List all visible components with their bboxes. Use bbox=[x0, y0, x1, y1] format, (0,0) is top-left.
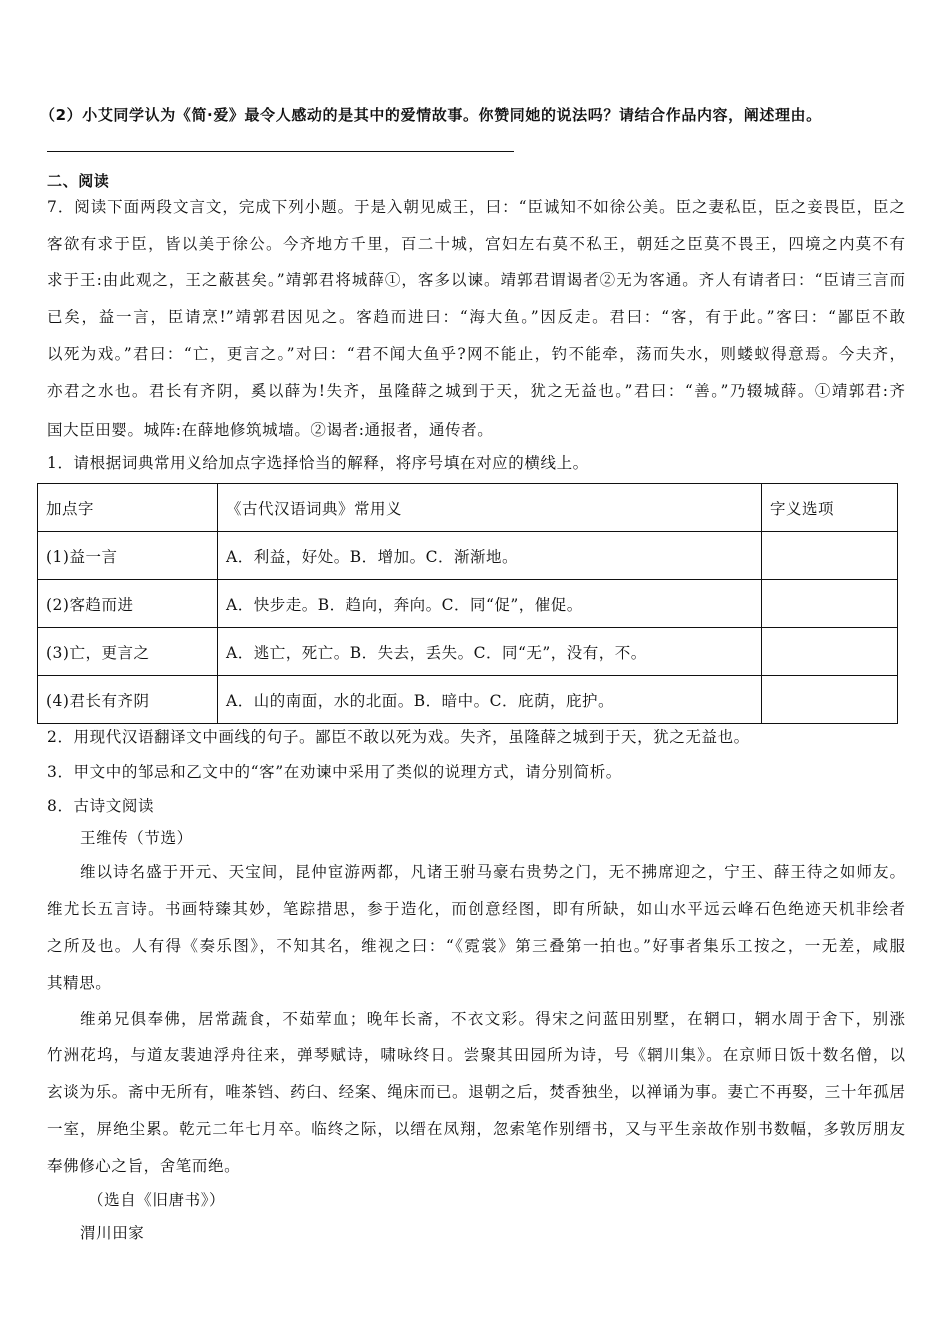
question-part-2: （2）小艾同学认为《简·爱》最令人感动的是其中的爱情故事。你赞同她的说法吗？请结合作品内容，阐述理由。 bbox=[40, 106, 822, 124]
answer-cell[interactable] bbox=[762, 676, 898, 724]
sub-question-2: 2．用现代汉语翻译文中画线的句子。鄙臣不敢以死为戏。失齐，虽隆薛之城到于天，犹之无益也。 bbox=[47, 728, 750, 746]
table-cell: (1)益一言 bbox=[38, 532, 218, 580]
q7-line: 客欲有求于臣，皆以美于徐公。今齐地方千里，百二十城，宫妇左右莫不私王，朝廷之臣莫不畏王，四境之内莫不有 bbox=[47, 235, 905, 253]
passage-line: 竹洲花坞，与道友裴迪浮舟往来，弹琴赋诗，啸咏终日。尝聚其田园所为诗，号《辋川集》。在京师日饭十数名僧，以 bbox=[47, 1046, 905, 1064]
passage-line: 奉佛修心之旨，舍笔而绝。 bbox=[47, 1157, 241, 1175]
table-cell: A．山的南面，水的北面。B．暗中。C．庇荫，庇护。 bbox=[218, 676, 762, 724]
q7-line: 国大臣田婴。城阵:在薛地修筑城墙。②谒者:通报者，通传者。 bbox=[47, 421, 494, 439]
q7-line: 求于王:由此观之，王之蔽甚矣。”靖郭君将城薛①，客多以谏。靖郭君谓谒者②无为客通。齐人有请者曰：“臣请三言而 bbox=[47, 271, 905, 289]
table-row bbox=[38, 628, 898, 676]
answer-cell[interactable] bbox=[762, 580, 898, 628]
table-row bbox=[38, 676, 898, 724]
header-cell: 《古代汉语词典》常用义 bbox=[218, 484, 762, 532]
passage-line: 之所及也。人有得《奏乐图》，不知其名，维视之曰：“《霓裳》第三叠第一拍也。”好事者集乐工按之，一无差，咸服 bbox=[47, 937, 905, 955]
answer-cell[interactable] bbox=[762, 532, 898, 580]
q7-line: 已矣，益一言，臣请烹!”靖郭君因见之。客趋而进曰：“海大鱼。”因反走。君曰：“客，有于此。”客曰：“鄙臣不敢 bbox=[47, 308, 905, 326]
poem-title: 渭川田家 bbox=[80, 1224, 145, 1242]
passage-line: 一室，屏绝尘累。乾元二年七月卒。临终之际，以缙在凤翔，忽索笔作别缙书，又与平生亲故作别书数幅，多敦厉朋友 bbox=[47, 1120, 905, 1138]
question-8: 8．古诗文阅读 bbox=[47, 797, 155, 815]
table-cell: A．快步走。B．趋向，奔向。C．同“促”，催促。 bbox=[218, 580, 762, 628]
q7-line: 7．阅读下面两段文言文，完成下列小题。于是入朝见威王，曰：“臣诚知不如徐公美。臣之妻私臣，臣之妾畏臣，臣之 bbox=[47, 198, 905, 216]
passage-line: 其精思。 bbox=[47, 974, 112, 992]
passage-source: （选自《旧唐书》） bbox=[88, 1191, 226, 1209]
section-title: 二、阅读 bbox=[47, 172, 110, 190]
table-row bbox=[38, 532, 898, 580]
header-cell: 加点字 bbox=[38, 484, 218, 532]
table-cell: A．利益，好处。B．增加。C．渐渐地。 bbox=[218, 532, 762, 580]
sub-question-3: 3．甲文中的邹忌和乙文中的“客”在劝谏中采用了类似的说理方式，请分别简析。 bbox=[47, 763, 622, 781]
table-cell: (2)客趋而进 bbox=[38, 580, 218, 628]
table-row bbox=[38, 580, 898, 628]
passage-line: 维以诗名盛于开元、天宝间，昆仲宦游两都，凡诸王驸马豪右贵势之门，无不拂席迎之，宁王、薛王待之如师友。 bbox=[80, 863, 905, 881]
passage-line: 玄谈为乐。斋中无所有，唯茶铛、药臼、经案、绳床而已。退朝之后，焚香独坐，以禅诵为事。妻亡不再娶，三十年孤居 bbox=[47, 1083, 905, 1101]
table-header-row bbox=[38, 484, 898, 532]
passage-line: 维弟兄俱奉佛，居常蔬食，不茹荤血；晚年长斋，不衣文彩。得宋之问蓝田别墅，在辋口，辋水周于舍下，别涨 bbox=[80, 1010, 905, 1028]
answer-cell[interactable] bbox=[762, 628, 898, 676]
answer-line bbox=[47, 151, 514, 152]
q7-line: 以死为戏。”君曰：“亡，更言之。”对曰：“君不闻大鱼乎?网不能止，钓不能牵，荡而失水，则蝼蚁得意焉。今夫齐， bbox=[47, 345, 905, 363]
table-cell: (3)亡，更言之 bbox=[38, 628, 218, 676]
table-cell: (4)君长有齐阴 bbox=[38, 676, 218, 724]
q7-line: 亦君之水也。君长有齐阴，奚以薛为!失齐，虽隆薛之城到于天，犹之无益也。”君曰：“善。”乃辍城薛。①靖郭君:齐 bbox=[47, 382, 905, 400]
sub-question-1: 1．请根据词典常用义给加点字选择恰当的解释，将序号填在对应的横线上。 bbox=[47, 454, 589, 472]
header-cell: 字义选项 bbox=[762, 484, 898, 532]
table-cell: A．逃亡，死亡。B．失去，丢失。C．同“无”，没有，不。 bbox=[218, 628, 762, 676]
passage-title: 王维传（节选） bbox=[80, 829, 193, 847]
passage-line: 维尤长五言诗。书画特臻其妙，笔踪措思，参于造化，而创意经图，即有所缺，如山水平远云峰石色绝迹天机非绘者 bbox=[47, 900, 905, 918]
dictionary-table bbox=[37, 483, 898, 724]
